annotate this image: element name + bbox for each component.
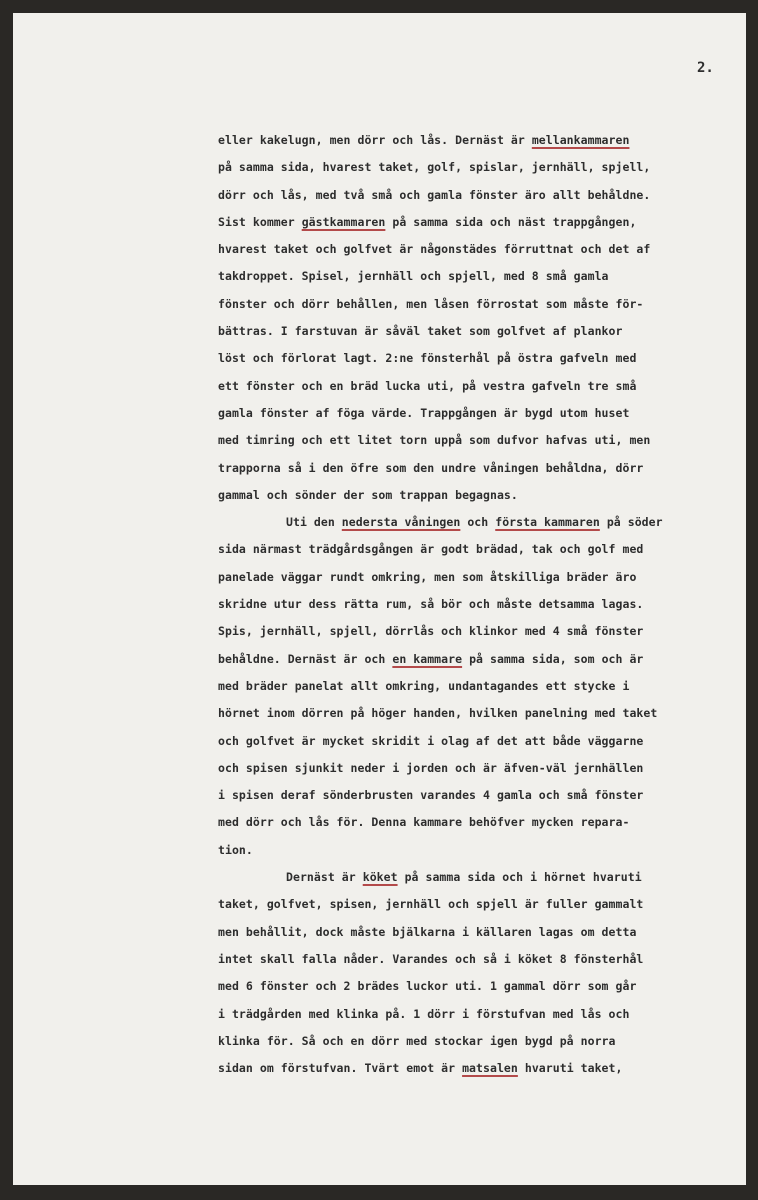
text-segment: panelade väggar rundt omkring, men som åtskilliga bräder äro: [218, 569, 637, 584]
text-line: [218, 211, 743, 238]
text-segment: skridne utur dess rätta rum, så bör och måste detsamma lagas.: [218, 597, 644, 612]
text-line: [218, 484, 743, 511]
text-segment: Dernäst är: [286, 870, 363, 885]
text-line: [218, 593, 743, 620]
text-segment: med 6 fönster och 2 brädes luckor uti. 1 gammal dörr som går: [218, 979, 637, 994]
document-page: [13, 13, 746, 1185]
text-segment: hvaruti taket,: [517, 1061, 623, 1076]
text-segment: på söder: [599, 515, 663, 530]
text-line: [218, 648, 743, 675]
text-line: [218, 921, 743, 948]
text-line: [218, 320, 743, 347]
text-segment: med bräder panelat allt omkring, undantagandes ett stycke i: [218, 678, 630, 693]
text-segment: gamla fönster af föga värde. Trappgången är bygd utom huset: [218, 405, 630, 420]
text-line: [218, 975, 743, 1002]
text-segment: taket, golfvet, spisen, jernhäll och spjell är fuller gammalt: [218, 897, 644, 912]
text-line: [218, 1003, 743, 1030]
text-segment: Uti den: [286, 515, 342, 530]
text-segment: hvarest taket och golfvet är någonstädes förruttnat och det af: [218, 242, 651, 257]
typed-text-body: [218, 129, 743, 1084]
text-line: [218, 238, 743, 265]
text-segment: hörnet inom dörren på höger handen, hvilken panelning med taket: [218, 706, 658, 721]
text-line: [218, 948, 743, 975]
text-segment: trapporna så i den öfre som den undre våningen behåldna, dörr: [218, 460, 644, 475]
text-line: [218, 757, 743, 784]
text-segment: sida närmast trädgårdsgången är godt brädad, tak och golf med: [218, 542, 644, 557]
text-line: [218, 511, 743, 538]
text-segment: och golfvet är mycket skridit i olag af det att både väggarne: [218, 733, 644, 748]
underlined-term: matsalen: [462, 1061, 518, 1076]
text-line: [218, 375, 743, 402]
text-segment: löst och förlorat lagt. 2:ne fönsterhål på östra gafveln med: [218, 351, 637, 366]
text-line: [218, 293, 743, 320]
text-segment: och spisen sjunkit neder i jorden och är äfven-väl jernhällen: [218, 760, 644, 775]
text-line: [218, 402, 743, 429]
text-line: [218, 675, 743, 702]
text-segment: eller kakelugn, men dörr och lås. Dernäst är: [218, 133, 532, 147]
text-segment: på samma sida, hvarest taket, golf, spislar, jernhäll, spjell,: [218, 160, 651, 175]
underlined-term: köket: [362, 870, 398, 885]
text-line: [218, 156, 743, 183]
text-segment: behåldne. Dernäst är och: [218, 651, 393, 666]
text-segment: med dörr och lås för. Denna kammare behöfver mycken repara-: [218, 815, 630, 830]
text-segment: klinka för. Så och en dörr med stockar igen bygd på norra: [218, 1033, 616, 1048]
text-line: [218, 866, 743, 893]
text-line: [218, 811, 743, 838]
text-line: [218, 620, 743, 647]
text-segment: Sist kommer: [218, 214, 302, 229]
text-line: [218, 429, 743, 456]
text-segment: och: [460, 515, 496, 530]
text-segment: med timring och ett litet torn uppå som dufvor hafvas uti, men: [218, 433, 651, 448]
text-segment: sidan om förstufvan. Tvärt emot är: [218, 1061, 463, 1076]
page-number: 2.: [697, 60, 714, 76]
text-line: [218, 538, 743, 565]
text-line: [218, 839, 743, 866]
text-line: [218, 129, 743, 156]
text-segment: Spis, jernhäll, spjell, dörrlås och klinkor med 4 små fönster: [218, 624, 644, 639]
text-line: [218, 702, 743, 729]
text-line: [218, 730, 743, 757]
underlined-term: mellankammaren: [531, 133, 630, 147]
text-segment: men behållit, dock måste bjälkarna i källaren lagas om detta: [218, 924, 637, 939]
text-line: [218, 347, 743, 374]
text-segment: på samma sida och näst trappgången,: [385, 214, 637, 229]
text-line: [218, 184, 743, 211]
text-line: [218, 784, 743, 811]
underlined-term: en kammare: [392, 651, 463, 666]
text-line: [218, 1030, 743, 1057]
text-segment: intet skall falla nåder. Varandes och så i köket 8 fönsterhål: [218, 951, 644, 966]
text-segment: gammal och sönder der som trappan begagnas.: [218, 487, 518, 502]
text-segment: takdroppet. Spisel, jernhäll och spjell, med 8 små gamla: [218, 269, 609, 284]
text-segment: i spisen deraf sönderbrusten varandes 4 gamla och små fönster: [218, 788, 644, 803]
text-segment: dörr och lås, med två små och gamla fönster äro allt behåldne.: [218, 187, 651, 202]
text-segment: på samma sida, som och är: [462, 651, 644, 666]
text-line: [218, 893, 743, 920]
underlined-term: första kammaren: [495, 515, 600, 530]
text-segment: ett fönster och en bräd lucka uti, på vestra gafveln tre små: [218, 378, 637, 393]
text-segment: bättras. I farstuvan är såväl taket som golfvet af plankor: [218, 324, 623, 339]
text-line: [218, 265, 743, 292]
text-segment: fönster och dörr behållen, men låsen förrostat som måste för-: [218, 296, 644, 311]
text-segment: tion.: [218, 842, 253, 857]
text-line: [218, 1057, 743, 1084]
text-segment: på samma sida och i hörnet hvaruti: [397, 870, 642, 885]
text-line: [218, 457, 743, 484]
text-segment: i trädgården med klinka på. 1 dörr i förstufvan med lås och: [218, 1006, 630, 1021]
underlined-term: gästkammaren: [301, 214, 386, 229]
text-line: [218, 566, 743, 593]
underlined-term: nedersta våningen: [341, 515, 461, 530]
